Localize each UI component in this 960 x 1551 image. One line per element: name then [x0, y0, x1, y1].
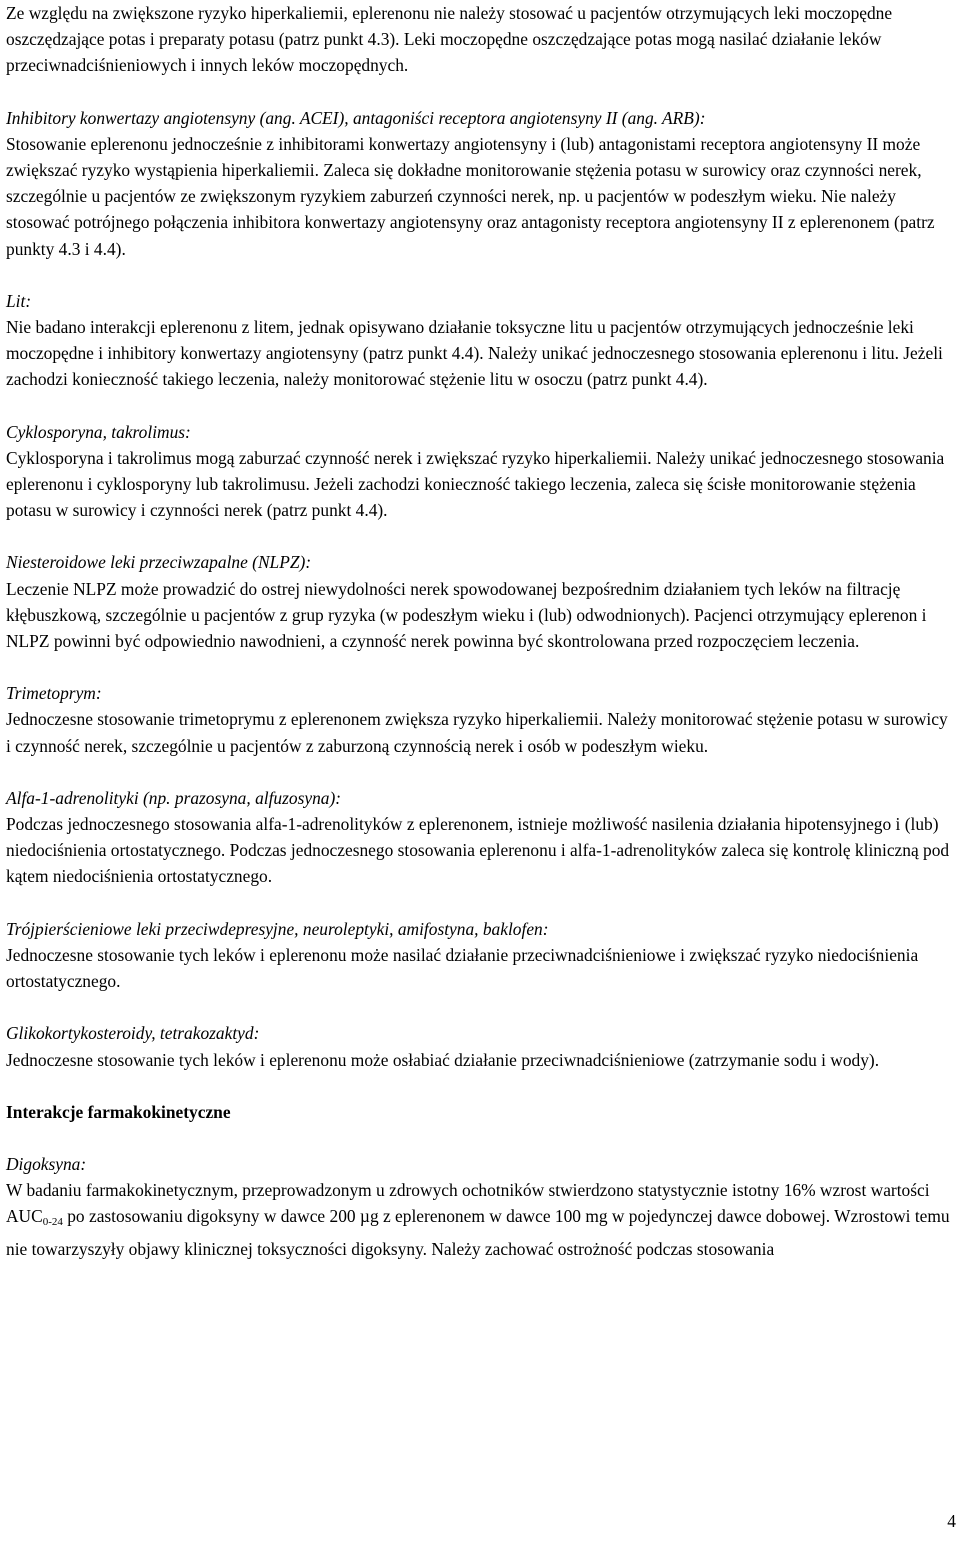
section-body: Stosowanie eplerenonu jednocześnie z inhibitorami konwertazy angiotensyny i (lub) antagonistami receptora angiotensyny II może zwiększać ryzyko wystąpienia hiperkaliemii. Zaleca się dokładne monitorowanie stężenia potasu w surowicy oraz czynności nerek, szczególnie u pacjentów ze zwiększonym ryzykiem zaburzeń czynności nerek, np. u pacjentów w podeszłym wieku. Nie należy stosować potrójnego połączenia inhibitora konwertazy angiotensyny oraz antagonisty receptora angiotensyny II z eplerenonem (patrz punkty 4.3 i 4.4).	[6, 133, 935, 259]
spacer	[6, 1073, 954, 1099]
section-heading: Inhibitory konwertazy angiotensyny (ang. ACEI), antagoniści receptora angiotensyny II (ang. ARB):	[6, 107, 706, 128]
body-text-a: W badaniu farmakokinetycznym, przeprowadzonym u zdrowych ochotników stwierdzono statystycznie istotny 16% wzrost wartości AUC	[6, 1180, 930, 1227]
section-heading: Lit:	[6, 290, 32, 311]
section-alpha-blockers	[6, 785, 954, 890]
body-text-b: po zastosowaniu digoksyny w dawce 200 µg z eplerenonem w dawce 100 mg w pojedynczej dawce dobowej. Wzrostowi temu nie towarzyszyły objawy klinicznej toksyczności digoksyny. Należy zachować ostrożność podczas stosowania	[6, 1206, 950, 1259]
spacer	[6, 79, 954, 105]
section-body: Podczas jednoczesnego stosowania alfa-1-adrenolityków z eplerenonem, istnieje możliwość nasilenia działania hipotensyjnego i (lub) niedociśnienia ortostatycznego. Podczas jednoczesnego stosowania eplerenonu i alfa-1-adrenolityków zaleca się kontrolę kliniczną pod kątem niedociśnienia ortostatycznego.	[6, 814, 950, 887]
section-heading: Trimetoprym:	[6, 683, 102, 704]
section-body: Nie badano interakcji eplerenonu z litem, jednak opisywano działanie toksyczne litu u pacjentów otrzymujących jednocześnie leki moczopędne i inhibitory konwertazy angiotensyny (patrz punkt 4.4). Należy unikać jednoczesnego stosowania eplerenonu i litu. Jeżeli zachodzi konieczność takiego leczenia, należy monitorować stężenie litu w osoczu (patrz punkt 4.4).	[6, 317, 943, 390]
section-acei-arb	[6, 105, 954, 262]
section-heading: Glikokortykosteroidy, tetrakozaktyd:	[6, 1023, 260, 1044]
section-digoxin	[6, 1151, 954, 1262]
spacer	[6, 262, 954, 288]
spacer	[6, 890, 954, 916]
section-cyclosporine	[6, 419, 954, 524]
section-body: Cyklosporyna i takrolimus mogą zaburzać czynność nerek i zwiększać ryzyko hiperkaliemii. Należy unikać jednoczesnego stosowania eplerenonu i cyklosporyny lub takrolimusu. Jeżeli zachodzi konieczność takiego leczenia, zaleca się ścisłe monitorowanie stężenia potasu w surowicy i czynności nerek (patrz punkt 4.4).	[6, 447, 945, 521]
spacer	[6, 393, 954, 419]
section-body: Jednoczesne stosowanie tych leków i eplerenonu może osłabiać działanie przeciwnadciśnieniowe (zatrzymanie sodu i wody).	[6, 1049, 880, 1070]
spacer	[6, 523, 954, 549]
section-body	[6, 1177, 954, 1262]
spacer	[6, 1125, 954, 1151]
spacer	[6, 994, 954, 1020]
spacer	[6, 759, 954, 785]
section-body: Jednoczesne stosowanie trimetoprymu z eplerenonem zwiększa ryzyko hiperkaliemii. Należy monitorować stężenie potasu w surowicy i czynność nerek, szczególnie u pacjentów z zaburzoną czynnością nerek i osób w podeszłym wieku.	[6, 709, 948, 756]
spacer	[6, 654, 954, 680]
intro-paragraph: Ze względu na zwiększone ryzyko hiperkaliemii, eplerenonu nie należy stosować u pacjentów otrzymujących leki moczopędne oszczędzające potas i preparaty potasu (patrz punkt 4.3). Leki moczopędne oszczędzające potas mogą nasilać działanie leków przeciwnadciśnieniowych i innych leków moczopędnych.	[6, 3, 893, 76]
page-number: 4	[947, 1511, 956, 1531]
section-tricyclics	[6, 916, 954, 995]
section-nsaid	[6, 549, 954, 654]
section-lithium	[6, 288, 954, 393]
section-body: Leczenie NLPZ może prowadzić do ostrej niewydolności nerek spowodowanej bezpośrednim działaniem tych leków na filtrację kłębuszkową, szczególnie u pacjentów z grup ryzyka (w podeszłym wieku i (lub) odwodnionych). Pacjenci otrzymujący eplerenon i NLPZ powinni być odpowiednio nawodnieni, a czynność nerek powinna być skontrolowana przed rozpoczęciem leczenia.	[6, 578, 927, 652]
section-body: Jednoczesne stosowanie tych leków i eplerenonu może nasilać działanie przeciwnadciśnieniowe i zwiększać ryzyko niedociśnienia ortostatycznego.	[6, 944, 919, 992]
section-heading: Alfa-1-adrenolityki (np. prazosyna, alfuzosyna):	[6, 787, 342, 808]
section-heading: Niesteroidowe leki przeciwzapalne (NLPZ):	[6, 552, 312, 573]
section-trimethoprim	[6, 680, 954, 759]
section-heading: Cyklosporyna, takrolimus:	[6, 421, 191, 442]
section-heading: Trójpierścieniowe leki przeciwdepresyjne, neuroleptyki, amifostyna, baklofen:	[6, 918, 549, 939]
pharmacokinetic-heading: Interakcje farmakokinetyczne	[6, 1101, 231, 1122]
auc-subscript: 0-24	[42, 1216, 63, 1229]
document-page	[6, 0, 954, 1262]
section-glucocorticoids	[6, 1020, 954, 1072]
section-heading: Digoksyna:	[6, 1153, 87, 1174]
